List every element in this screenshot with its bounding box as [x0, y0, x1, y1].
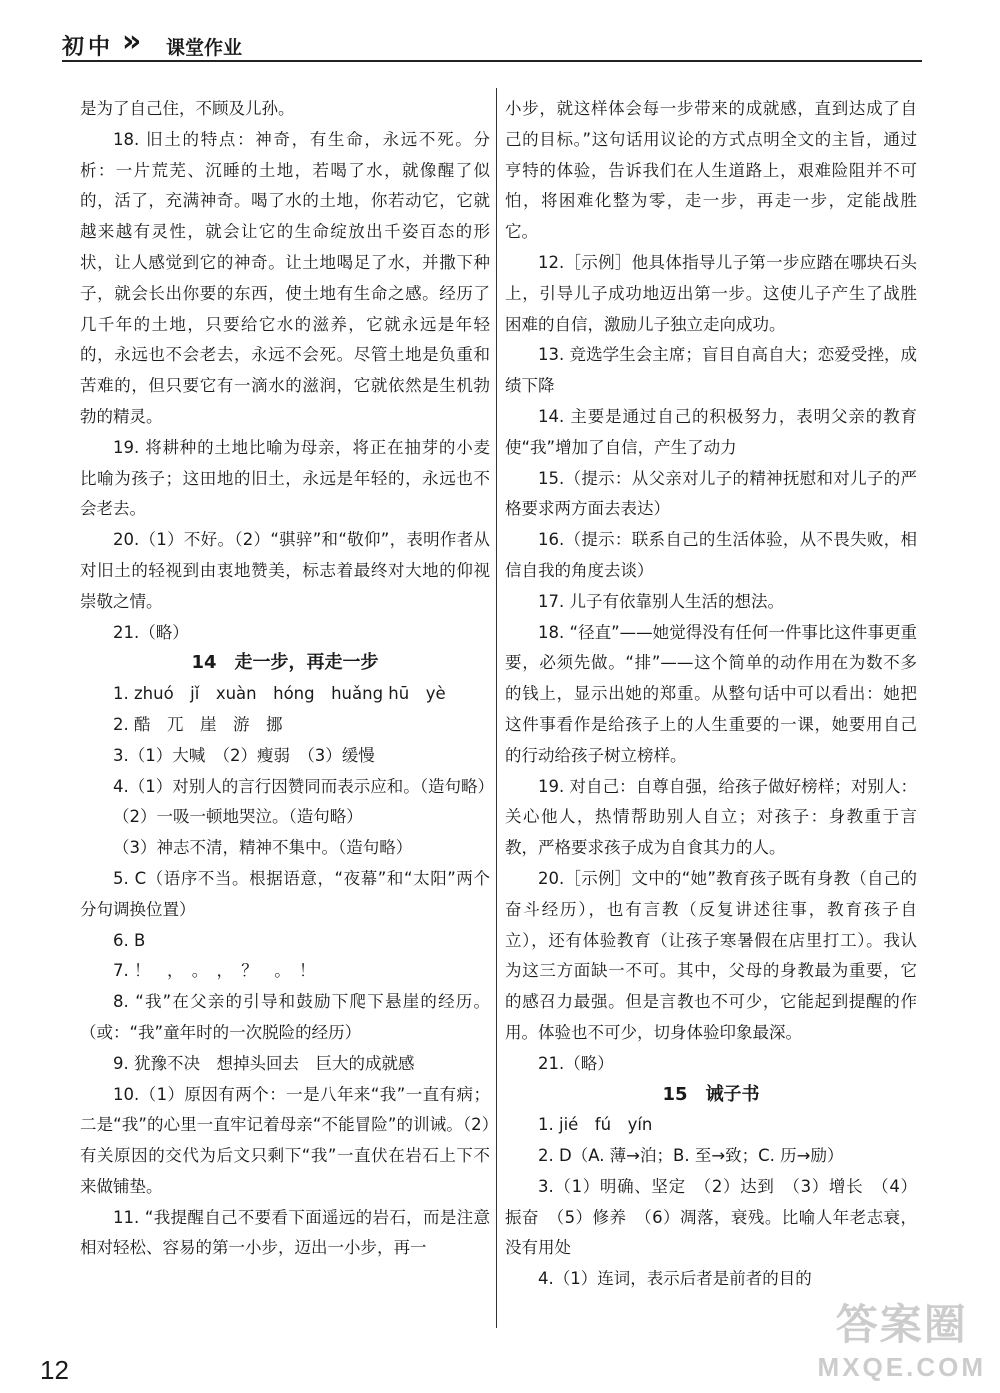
text-block: 1. jié fú yín	[538, 1115, 653, 1135]
section-title: 15 诫子书	[662, 1083, 760, 1105]
right-column	[505, 94, 917, 1295]
text-block: 19. 对自己：自尊自强，给孩子做好榜样；对别人：关心他人，热情帮助别人自立；对孩子：身教重于言教，严格要求孩子成为自食其力的人。	[505, 776, 917, 858]
text-block: 13. 竞选学生会主席；盲目自高自大；恋爱受挫，成绩下降	[505, 345, 917, 396]
left-column	[80, 94, 494, 1264]
section-title: 14 走一步，再走一步	[191, 652, 379, 674]
text-block: 10.（1）原因有两个：一是八年来“我”一直有病；二是“我”的心里一直牢记着母亲“不能冒险”的训诫。（2）有关原因的交代为后文只剩下“我”一直伏在岩石上下不来做铺垫。	[80, 1084, 490, 1196]
text-block: 20.（1）不好。（2）“骐骍”和“敬仰”，表明作者从对旧土的轻视到由衷地赞美，标志着最终对大地的仰视崇敬之情。	[80, 530, 490, 611]
text-block: （3）神志不清，精神不集中。（造句略）	[113, 838, 413, 858]
page-header	[62, 22, 922, 62]
text-block: 14. 主要是通过自己的积极努力，表明父亲的教育使“我”增加了自信，产生了动力	[505, 406, 917, 457]
text-block: 小步，就这样体会每一步带来的成就感，直到达成了自己的目标。”这句话用议论的方式点明全文的主旨，通过亨特的体验，告诉我们在人生道路上，艰难险阻并不可怕，将困难化整为零，走一步，再走一步，定能战胜它。	[505, 99, 917, 242]
text-block: 7. ！ ， 。 ， ？ 。 ！	[113, 961, 316, 981]
text-block: 16.（提示：联系自己的生活体验，从不畏失败，相信自我的角度去谈）	[505, 530, 917, 580]
text-block: 18. 旧土的特点：神奇，有生命，永远不死。分析：一片荒芜、沉睡的土地，若喝了水，就像醒了似的，活了，充满神奇。喝了水的土地，你若动它，它就越来越有灵性，就会让它的生命绽放出千姿百态的形状，让人感觉到它的神奇。让土地喝足了水，并撒下种子，就会长出你要的东西，使土地有生命之感。经历了几千年的土地，只要给它水的滋养，它就永远是年轻的，永远也不会老去，永远不会死。尽管土地是负重和苦难的，但只要它有一滴水的滋润，它就依然是生机勃勃的精灵。	[80, 129, 490, 426]
text-block: 11. “我提醒自己不要看下面遥远的岩石，而是注意相对轻松、容易的第一小步，迈出一小步，再一	[80, 1207, 490, 1258]
text-block: （2）一吸一顿地哭泣。（造句略）	[113, 807, 363, 827]
text-block: 17. 儿子有依靠别人生活的想法。	[538, 591, 784, 611]
text-block: 9. 犹豫不决 想掉头回去 巨大的成就感	[113, 1053, 415, 1073]
text-block: 8. “我”在父亲的引导和鼓励下爬下悬崖的经历。（或：“我”童年时的一次脱险的经历）	[80, 992, 490, 1042]
text-block: 5. C（语序不当。根据语意，“夜幕”和“太阳”两个分句调换位置）	[80, 868, 490, 919]
watermark-logo	[818, 1292, 986, 1383]
text-block: 6. B	[113, 930, 146, 950]
watermark-top: 答案圈	[835, 1301, 968, 1348]
text-block: 3.（1）明确、坚定 （2）达到 （3）增长 （4）振奋 （5）修养 （6）凋落，衰残。比喻人年老志衰，没有用处	[505, 1176, 917, 1258]
text-block: 1. zhuó jǐ xuàn hóng huǎng hū yè	[113, 684, 446, 704]
text-block: 15.（提示：从父亲对儿子的精神抚慰和对儿子的严格要求两方面去表达）	[505, 468, 917, 519]
text-block: 21.（略）	[113, 622, 189, 642]
text-block: 18. “径直”——她觉得没有任何一件事比这件事更重要，必须先做。“排”——这个简单的动作用在为数不多的钱上，显示出她的郑重。从整句话中可以看出：她把这件事看作是给孩子上的人生重要的一课，她要用自己的行动给孩子树立榜样。	[505, 622, 917, 765]
text-block: 19. 将耕种的土地比喻为母亲，将正在抽芽的小麦比喻为孩子；这田地的旧土，永远是年轻的，永远也不会老去。	[80, 437, 490, 519]
chevron-icon: »	[122, 24, 136, 59]
text-block: 2. 酷 兀 崖 游 挪	[113, 714, 283, 734]
text-block: 2. D（A. 薄→泊；B. 至→致；C. 历→励）	[538, 1146, 844, 1166]
text-block: 20.［示例］文中的“她”教育孩子既有身教（自己的奋斗经历），也有言教（反复讲述往事，教育孩子自立），还有体验教育（让孩子寒暑假在店里打工）。我认为这三方面缺一不可。其中，父母的身教最为重要，它的感召力最强。但是言教也不可少，它能起到提醒的作用。体验也不可少，切身体验印象最深。	[505, 868, 917, 1042]
header-rule	[62, 60, 922, 62]
text-block: 4.（1）连词，表示后者是前者的目的	[538, 1269, 812, 1289]
text-block: 4.（1）对别人的言行因赞同而表示应和。（造句略）	[113, 776, 494, 796]
text-block: 21.（略）	[538, 1053, 614, 1073]
column-divider	[496, 88, 497, 1328]
text-block: 12.［示例］他具体指导儿子第一步应踏在哪块石头上，引导儿子成功地迈出第一步。这使儿子产生了战胜困难的自信，激励儿子独立走向成功。	[505, 252, 917, 334]
text-block: 是为了自己住，不顾及儿孙。	[80, 99, 295, 118]
header-brand: 初中	[62, 35, 115, 60]
header-title: 课堂作业	[166, 37, 243, 59]
text-block: 3.（1）大喊 （2）瘦弱 （3）缓慢	[113, 745, 375, 765]
watermark-bottom: MXQE.COM	[817, 1352, 986, 1382]
page-number: 12	[40, 1355, 69, 1385]
